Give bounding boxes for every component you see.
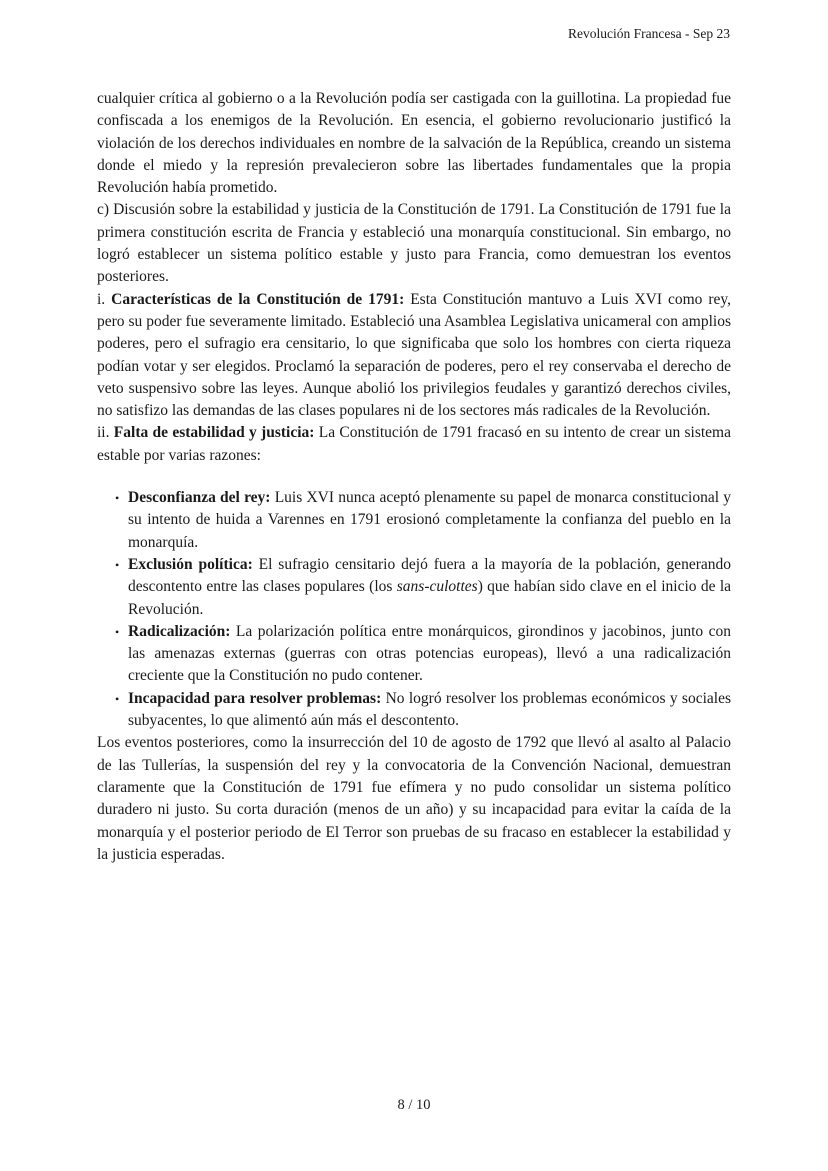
item-i-heading: Características de la Constitución de 1791: bbox=[111, 290, 405, 308]
paragraph-conclusion: Los eventos posteriores, como la insurrección del 10 de agosto de 1792 que llevó al asalto al Palacio de las Tullerías, la suspensión del rey y la convocatoria de la Convención Nacional, demuestran claramente que la Constitución de 1791 fue efímera y no pudo consolidar un sistema político duradero ni justo. Su corta duración (menos de un año) y su incapacidad para evitar la caída de la monarquía y el posterior periodo de El Terror son pruebas de su fracaso en establecer la estabilidad y la justicia esperadas. bbox=[97, 734, 731, 863]
bullet-4-text: No logró resolver los problemas económicos y sociales subyacentes, lo que alimentó aún más el descontento. bbox=[128, 689, 731, 730]
bullet-3-heading: Radicalización: bbox=[128, 622, 231, 640]
list-item bbox=[128, 621, 731, 688]
bullet-4-heading: Incapacidad para resolver problemas: bbox=[128, 689, 382, 707]
page-header: Revolución Francesa - Sep 23 bbox=[568, 26, 730, 41]
bullet-2-text-after: ) que habían sido clave en el inicio de la Revolución. bbox=[128, 578, 731, 618]
bullet-2-italic: sans-culottes bbox=[396, 578, 478, 596]
item-ii-heading: Falta de estabilidad y justicia: bbox=[113, 424, 315, 442]
paragraph-item-ii bbox=[97, 422, 731, 467]
list-item bbox=[128, 487, 731, 554]
item-ii-text: La Constitución de 1791 fracasó en su intento de crear un sistema estable por varias razones: bbox=[97, 424, 731, 464]
item-i-prefix: i. bbox=[97, 290, 112, 308]
item-ii-prefix: ii. bbox=[97, 424, 114, 442]
bullet-list bbox=[115, 487, 731, 732]
bullet-3-text: La polarización política entre monárquicos, girondinos y jacobinos, junto con las amenazas externas (guerras con otras potencias europeas), llevó a una radicalización creciente que la Constitución no pudo contener. bbox=[128, 622, 731, 685]
bullet-2-heading: Exclusión política: bbox=[128, 555, 253, 573]
list-item bbox=[128, 688, 731, 733]
list-item bbox=[128, 554, 731, 621]
page-number: 8 / 10 bbox=[397, 1097, 431, 1113]
item-i-text: Esta Constitución mantuvo a Luis XVI como rey, pero su poder fue severamente limitado. Estableció una Asamblea Legislativa unicameral con amplios poderes, pero el sufragio era censitario, lo que significaba que solo los hombres con cierta riqueza podían votar y ser elegidos. Proclamó la separación de poderes, pero el rey conservaba el derecho de veto suspensivo sobre las leyes. Aunque abolió los privilegios feudales y garantizó derechos civiles, no satisfizo las demandas de las clases populares ni de los sectores más radicales de la Revolución. bbox=[97, 290, 731, 420]
paragraph-terror-conclusion: cualquier crítica al gobierno o a la Revolución podía ser castigada con la guillotina. La propiedad fue confiscada a los enemigos de la Revolución. En esencia, el gobierno revolucionario justificó la violación de los derechos individuales en nombre de la salvación de la República, creando un sistema donde el miedo y la represión prevalecieron sobre las libertades fundamentales que la propia Revolución había prometido. bbox=[97, 90, 731, 197]
paragraph-item-i bbox=[97, 289, 731, 423]
bullet-1-heading: Desconfianza del rey: bbox=[128, 489, 271, 507]
bullet-1-text: Luis XVI nunca aceptó plenamente su papel de monarca constitucional y su intento de huida a Varennes en 1791 erosionó completamente la confianza del pueblo en la monarquía. bbox=[128, 489, 731, 551]
bullet-2-text: El sufragio censitario dejó fuera a la mayoría de la población, generando descontento entre las clases populares (los bbox=[128, 555, 731, 596]
document-content bbox=[97, 88, 731, 866]
paragraph-section-c: c) Discusión sobre la estabilidad y justicia de la Constitución de 1791. La Constitución de 1791 fue la primera constitución escrita de Francia y estableció una monarquía constitucional. Sin embargo, no logró establecer un sistema político estable y justo para Francia, como demuestran los eventos posteriores. bbox=[97, 201, 731, 286]
